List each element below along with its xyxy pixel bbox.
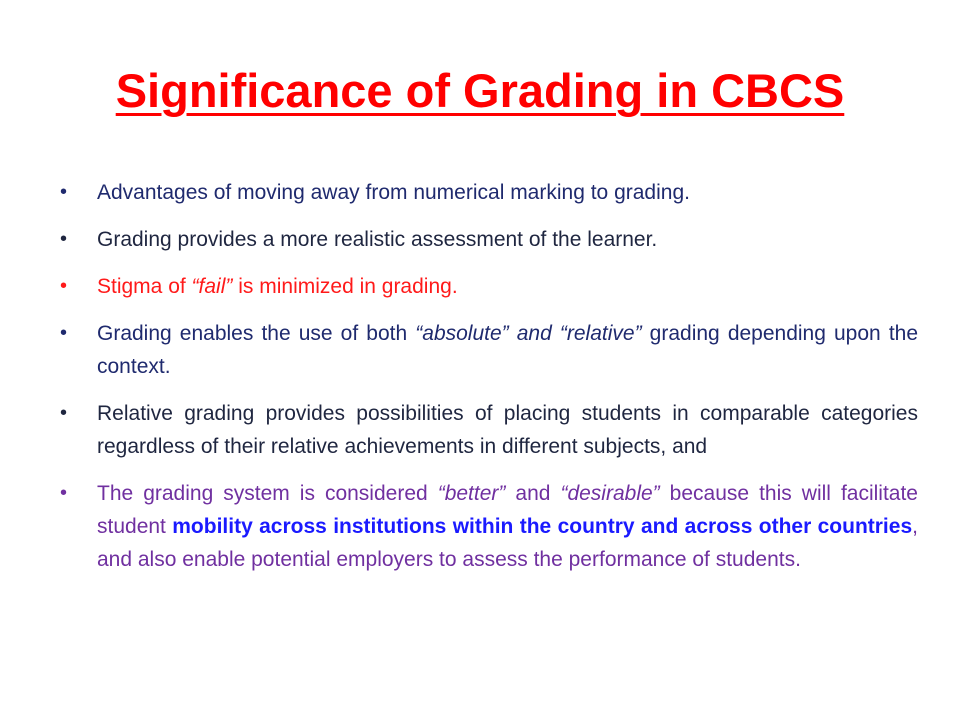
bullet-text: Grading provides a more realistic assessment of the learner.	[97, 228, 658, 251]
bullet-list	[60, 176, 918, 590]
bullet-text-mid2: because this will facilitate student	[97, 482, 918, 538]
bullet-text: Relative grading provides possibilities of placing students in comparable categories regardless of their relative achievements in different subjects, and	[97, 402, 918, 458]
quoted-term-relative: “relative”	[559, 322, 642, 345]
bullet-text-mid: and	[505, 482, 561, 505]
bullet-text-post: is minimized in grading.	[232, 275, 458, 298]
bullet-item-relative-grading	[60, 397, 918, 463]
bullet-dot-icon: •	[60, 322, 68, 344]
quoted-term-absolute: “absolute”	[415, 322, 509, 345]
bullet-item-stigma	[60, 270, 918, 303]
quoted-term-better: “better”	[437, 482, 506, 505]
bullet-item-grading-system	[60, 477, 918, 576]
bullet-item-absolute-relative	[60, 317, 918, 383]
bullet-item-realistic-assessment	[60, 223, 918, 256]
emphasis-mobility: mobility across institutions within the country and across other countries	[172, 515, 913, 538]
bullet-text: Advantages of moving away from numerical marking to grading.	[97, 181, 690, 204]
quoted-term-fail: “fail”	[191, 275, 233, 298]
bullet-dot-icon: •	[60, 181, 68, 203]
bullet-text-pre: Stigma of	[97, 275, 192, 298]
bullet-dot-icon: •	[60, 275, 68, 297]
bullet-text-post: , and also enable potential employers to assess the performance of students.	[97, 515, 918, 571]
bullet-item-advantages	[60, 176, 918, 209]
bullet-text-post: grading depending upon the context.	[97, 322, 919, 378]
bullet-text-pre: Grading enables the use of both	[97, 322, 416, 345]
slide-title: Significance of Grading in CBCS	[115, 64, 845, 117]
bullet-dot-icon: •	[60, 228, 68, 250]
bullet-text-mid: and	[508, 322, 560, 345]
bullet-dot-icon: •	[60, 482, 68, 504]
quoted-term-desirable: “desirable”	[560, 482, 660, 505]
bullet-text-pre: The grading system is considered	[97, 482, 438, 505]
bullet-dot-icon: •	[60, 402, 68, 424]
